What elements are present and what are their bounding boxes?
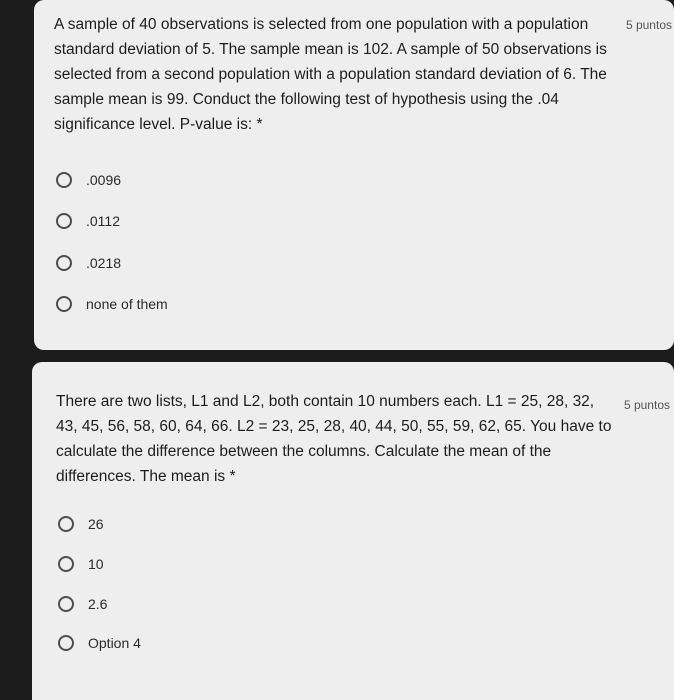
option-label: 10 [88,556,104,572]
option-label: .0096 [86,172,122,188]
radio-button[interactable] [58,516,74,532]
question-text: A sample of 40 observations is selected from one population with a population standard deviation of 5. The sample mean is 102. A sample of 50 observations is selected from a second population with a population standard deviation of 6. The sample mean is 99. Conduct the following test of hypothesis using the .04 significance level. P-value is: * [54,16,607,133]
radio-button[interactable] [58,556,74,572]
option-label: 2.6 [88,596,108,612]
points-label: 5 puntos [623,398,670,412]
option-26[interactable] [58,516,104,532]
option-label: Option 4 [88,635,141,651]
option-0112[interactable] [56,213,120,229]
option-none-of-them[interactable] [56,296,168,312]
option-label: .0112 [86,213,120,229]
option-0096[interactable] [56,172,121,188]
option-label: .0218 [86,255,122,271]
option-10[interactable] [58,556,104,572]
option-label: 26 [88,516,104,532]
question-text: There are two lists, L1 and L2, both contain 10 numbers each. L1 = 25, 28, 32, 43, 45, 56, 58, 60, 64, 66. L2 = 23, 25, 28, 40, 44, 50, 55, 59, 62, 65. You have to calculate the difference between the columns. Calculate the mean of the differences. The mean is * [56,393,612,485]
radio-button[interactable] [56,255,72,271]
radio-button[interactable] [58,596,74,612]
option-4[interactable] [58,635,141,651]
option-label: none of them [86,296,168,312]
option-2-6[interactable] [58,596,107,612]
question-card-2 [32,362,674,700]
option-0218[interactable] [56,255,121,271]
radio-button[interactable] [56,172,72,188]
question-card-1 [34,0,674,350]
points-label: 5 puntos [625,18,672,32]
radio-button[interactable] [58,635,74,651]
radio-button[interactable] [56,213,72,229]
radio-button[interactable] [56,296,72,312]
